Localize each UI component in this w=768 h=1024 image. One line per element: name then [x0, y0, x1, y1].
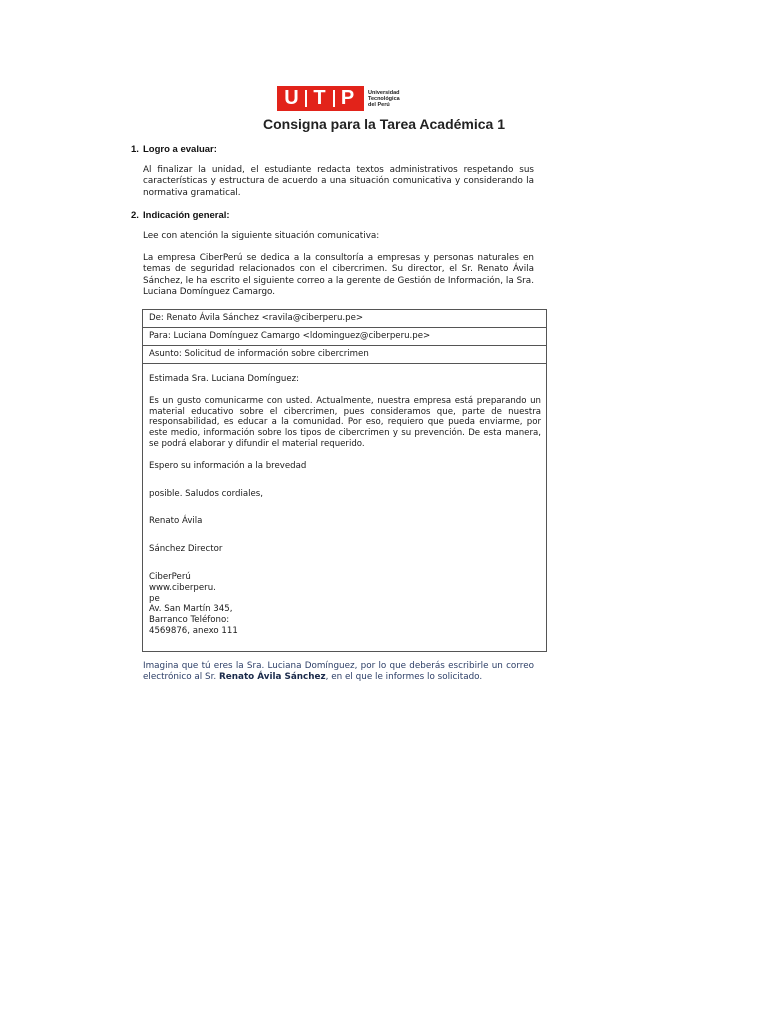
logo-letter-t: T [313, 87, 327, 109]
email-line: Sánchez Director [149, 544, 223, 555]
logo-mark [277, 86, 364, 111]
email-body [149, 374, 541, 637]
email-to: Para: Luciana Domínguez Camargo <ldominguez@ciberperu.pe> [143, 328, 546, 346]
email-subject: Asunto: Solicitud de información sobre cibercrimen [143, 346, 546, 364]
email-line: posible. Saludos cordiales, [149, 488, 264, 499]
section-text-indicacion: La empresa CiberPerú se dedica a la consultoría a empresas y personas naturales en temas de seguridad relacionados con el cibercrimen. Su director, el Sr. Renato Ávila Sánchez, le ha escrito el siguiente correo a la gerente de Gestión de Información, la Sra. Luciana Domínguez Camargo. [143, 253, 534, 297]
email-signature: CiberPerú www.ciberperu. pe Av. San Martín 345, Barranco Teléfono: 4569876, anexo 111 [149, 571, 238, 636]
email-from: De: Renato Ávila Sánchez <ravila@ciberperu.pe> [143, 310, 546, 328]
utp-logo [277, 86, 408, 111]
email-paragraph: Es un gusto comunicarme con usted. Actualmente, nuestra empresa está preparando un material educativo sobre el cibercrimen, pues consideramos que, parte de nuestra responsabilidad, es educar a la comunidad. Por eso, requiero que pueda enviarme, por este medio, información sobre los tipos de cibercrimen y su prevención. De esta manera, se podrá elaborar y difundir el material requerido. [149, 395, 541, 449]
section-text-logro: Al finalizar la unidad, el estudiante redacta textos administrativos respetando sus características y estructura de acuerdo a una situación comunicativa y considerando la normativa gramatical. [143, 165, 534, 198]
email-line: Espero su información a la brevedad [149, 460, 307, 471]
closing-instruction: Imagina que tú eres la Sra. Luciana Domínguez, por lo que deberás escribirle un correo electrónico al Sr. Renato Ávila Sánchez, en el que le informes lo solicitado. [143, 661, 534, 682]
section-heading-indicacion: 2. Indicación general: [131, 210, 230, 221]
logo-wordmark: Universidad Tecnológica del Perú [368, 89, 400, 108]
email-box [142, 309, 547, 652]
logo-letter-u: U [284, 87, 300, 109]
section-heading-logro: 1. Logro a evaluar: [131, 144, 217, 155]
page-title: Consigna para la Tarea Académica 1 [263, 116, 505, 132]
email-line: Renato Ávila [149, 516, 203, 527]
logo-letter-p: P [340, 87, 356, 109]
section-intro: Lee con atención la siguiente situación comunicativa: [143, 231, 380, 241]
email-greeting: Estimada Sra. Luciana Domínguez: [149, 374, 300, 384]
